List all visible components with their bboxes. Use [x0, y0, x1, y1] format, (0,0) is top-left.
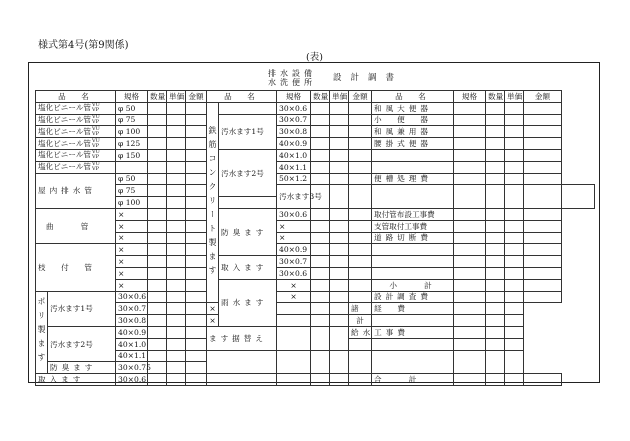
- masu2-cell: 汚水ます2号: [219, 149, 277, 196]
- fee-cell: 給水工事費: [349, 326, 372, 338]
- spec-cell: ×: [116, 256, 148, 268]
- table-row: [36, 374, 595, 386]
- table-row: [36, 173, 595, 185]
- header-unit-price: 単価: [330, 91, 349, 103]
- spec-cell: φ 75: [116, 185, 148, 197]
- spec-cell: 30×0.6: [277, 208, 311, 220]
- spec-cell: ×: [116, 220, 148, 232]
- spec-cell: ×: [116, 244, 148, 256]
- table-row: [36, 350, 595, 362]
- fixture-cell: 小 便 器: [372, 114, 454, 126]
- spec-cell: 50×1.2: [277, 173, 311, 185]
- header-unit-price: 単価: [167, 91, 186, 103]
- header-amount: 金額: [349, 91, 372, 103]
- header-spec: 規格: [277, 91, 311, 103]
- spec-cell: φ 150: [116, 149, 148, 161]
- spec-cell: 30×0.7: [116, 303, 148, 315]
- vinyl-pipe-cell: 塩化ビニール管VU VP: [36, 126, 116, 138]
- spec-cell: 30×0.8: [116, 315, 148, 327]
- sheet-side-label: (表): [306, 52, 323, 63]
- grand-total-cell: 合 計: [372, 374, 454, 386]
- fixture-cell: 和風兼用器: [372, 126, 454, 138]
- header-item: 品 名: [372, 91, 454, 103]
- spec-cell: 40×0.9: [277, 138, 311, 150]
- table-row: [36, 232, 595, 244]
- header-spec: 規格: [116, 91, 148, 103]
- vinyl-pipe-cell: 塩化ビニール管VU VP: [36, 138, 116, 150]
- spec-cell: ×: [277, 232, 311, 244]
- fee-cell: 便槽処理費: [372, 173, 454, 185]
- table-header-row: [36, 91, 595, 103]
- spec-cell: 40×0.9: [277, 244, 311, 256]
- table-row: [36, 185, 595, 197]
- header-qty: 数量: [148, 91, 167, 103]
- bend-pipe-cell: 曲 管: [36, 208, 116, 243]
- odor-masu-cell: 防臭ます: [48, 362, 116, 374]
- total-line-cell: 計: [349, 315, 372, 327]
- design-document-frame: [28, 62, 600, 383]
- spec-cell: 30×0.7: [277, 256, 311, 268]
- vinyl-pipe-cell: 塩化ビニール管VU VP: [36, 114, 116, 126]
- header-unit-price: 単価: [505, 91, 524, 103]
- spec-cell: 30×0.6: [277, 267, 311, 279]
- fee-cell: 道路切断費: [372, 232, 454, 244]
- spec-cell: ×: [116, 208, 148, 220]
- spec-cell: φ 50: [116, 173, 148, 185]
- header-amount: 金額: [186, 91, 207, 103]
- header-qty: 数量: [311, 91, 330, 103]
- spec-cell: 30×0.6: [277, 102, 311, 114]
- masu3-cell: 汚水ます3号: [277, 185, 311, 209]
- fixture-cell: 和風大便器: [372, 102, 454, 114]
- rain-masu-cell: 雨水ます: [219, 279, 277, 326]
- fee-cell: 支管取付工事費: [372, 220, 454, 232]
- title-rest: 設計調書: [333, 73, 404, 83]
- spec-cell: ×: [116, 279, 148, 291]
- table-row: [36, 256, 595, 268]
- header-item: 品 名: [36, 91, 116, 103]
- vinyl-pipe-cell: 塩化ビニール管VU VP: [36, 102, 116, 114]
- table-row: [36, 220, 595, 232]
- table-row: [36, 315, 595, 327]
- title-bottom: 水洗便所: [268, 78, 316, 87]
- attach-pipe-cell: 枝 付 管: [36, 244, 116, 291]
- rc-masu-group-label: 鉄筋コンクリート製ます: [207, 102, 219, 303]
- poly-masu-group-label: ポリ製ます: [36, 291, 48, 374]
- table-row: [36, 303, 595, 315]
- indoor-pipe-cell: 屋内排水管: [36, 173, 116, 208]
- table-row: [36, 326, 595, 338]
- fee-cell: 取付管布設工事費: [372, 208, 454, 220]
- table-row: [36, 279, 595, 291]
- masu-repair-cell: ます据替え: [207, 326, 277, 350]
- vinyl-pipe-cell: 塩化ビニール管VU VP: [36, 149, 116, 161]
- table-row: [36, 244, 595, 256]
- table-row: [36, 208, 595, 220]
- spec-cell: ×: [277, 279, 311, 291]
- spec-cell: φ 100: [116, 197, 148, 209]
- odor-masu-cell: 防臭ます: [219, 208, 277, 255]
- vinyl-pipe-cell: 塩化ビニール管VU VP: [36, 161, 116, 173]
- document-title: [29, 68, 599, 88]
- spec-cell: φ 125: [116, 138, 148, 150]
- spec-cell: 40×1.0: [277, 149, 311, 161]
- subtotal-cell: 小 計: [372, 279, 454, 291]
- intake-masu-cell: 取入ます: [219, 256, 277, 280]
- spec-cell: 40×0.9: [116, 326, 148, 338]
- header-qty: 数量: [486, 91, 505, 103]
- spec-cell: φ 50: [116, 102, 148, 114]
- spec-cell: ×: [116, 232, 148, 244]
- spec-cell: φ 100: [116, 126, 148, 138]
- spec-cell: 30×0.8: [277, 126, 311, 138]
- spec-cell: ×: [277, 220, 311, 232]
- spec-cell: ×: [277, 291, 311, 303]
- spec-cell: ×: [116, 267, 148, 279]
- poly-masu1-cell: 汚水ます1号: [48, 291, 116, 326]
- spec-cell: 40×1.0: [116, 338, 148, 350]
- intake-masu-cell: 取入ます: [36, 374, 116, 386]
- table-row: [36, 291, 595, 303]
- header-item: 品 名: [207, 91, 277, 103]
- spec-cell: 30×0.75: [116, 362, 148, 374]
- masu-cell: [219, 102, 277, 114]
- spec-cell: 40×1.1: [116, 350, 148, 362]
- spec-cell: ×: [207, 315, 219, 327]
- spec-cell: 40×1.1: [277, 161, 311, 173]
- design-table: [35, 90, 595, 386]
- spec-cell: 30×0.7: [277, 114, 311, 126]
- fixture-cell: 腰掛式便器: [372, 138, 454, 150]
- masu1-cell: 汚水ます1号: [219, 114, 277, 149]
- poly-masu2-cell: 汚水ます2号: [48, 326, 116, 361]
- header-amount: 金額: [524, 91, 562, 103]
- spec-cell: φ 75: [116, 114, 148, 126]
- spec-cell: ×: [207, 303, 219, 315]
- form-number: 様式第4号(第9関係): [38, 40, 129, 51]
- spec-cell: 30×0.6: [116, 374, 148, 386]
- spec-cell: 30×0.6: [116, 291, 148, 303]
- fee-cell: 設計調査費: [372, 291, 454, 303]
- fee-cell: 諸 経 費: [349, 303, 372, 315]
- title-top: 排水設備: [268, 69, 316, 78]
- header-spec: 規格: [454, 91, 486, 103]
- table-row: [36, 267, 595, 279]
